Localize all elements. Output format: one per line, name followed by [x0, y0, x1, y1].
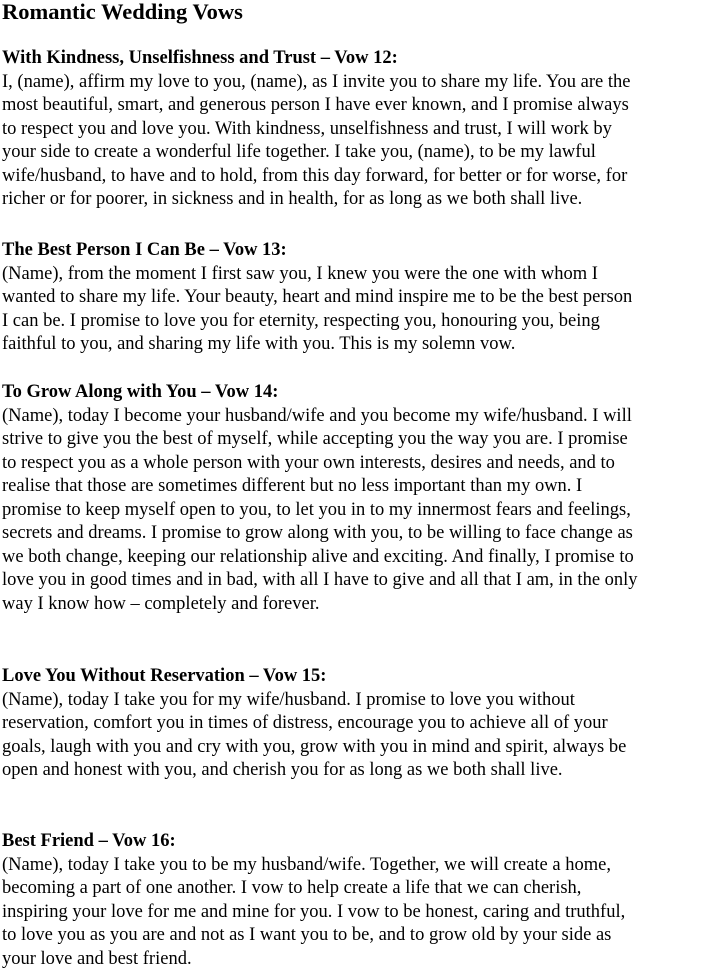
vow-14-line: way I know how – completely and forever.	[2, 593, 638, 617]
vow-16-section	[2, 830, 625, 971]
vow-16-line: to love you as you are and not as I want you to be, and to grow old by your side as	[2, 924, 625, 948]
vow-14-line: we both change, keeping our relationship alive and exciting. And finally, I promise to	[2, 546, 638, 570]
vow-15-section	[2, 665, 626, 783]
vow-14-line: love you in good times and in bad, with all I have to give and all that I am, in the only	[2, 569, 638, 593]
vow-14-line: realise that those are sometimes different but no less important than my own. I	[2, 475, 638, 499]
vow-16-line: your love and best friend.	[2, 948, 625, 971]
vow-15-line: (Name), today I take you for my wife/husband. I promise to love you without	[2, 689, 626, 713]
vow-13-section	[2, 239, 632, 357]
vow-12-line: most beautiful, smart, and generous person I have ever known, and I promise always	[2, 94, 631, 118]
vow-14-line: promise to keep myself open to you, to let you in to my innermost fears and feelings,	[2, 499, 638, 523]
vow-12-section	[2, 47, 631, 212]
vow-15-body	[2, 689, 626, 783]
vow-13-line: faithful to you, and sharing my life with you. This is my solemn vow.	[2, 333, 632, 357]
vow-13-line: (Name), from the moment I first saw you, I knew you were the one with whom I	[2, 263, 632, 287]
vow-13-body	[2, 263, 632, 357]
document-page	[2, 0, 708, 24]
vow-12-body	[2, 71, 631, 212]
document-title: Romantic Wedding Vows	[2, 0, 708, 24]
vow-12-line: I, (name), affirm my love to you, (name), as I invite you to share my life. You are the	[2, 71, 631, 95]
vow-16-line: (Name), today I take you to be my husband/wife. Together, we will create a home,	[2, 854, 625, 878]
vow-16-body	[2, 854, 625, 971]
vow-14-heading: To Grow Along with You – Vow 14:	[2, 381, 638, 405]
vow-15-line: open and honest with you, and cherish you for as long as we both shall live.	[2, 759, 626, 783]
vow-13-line: wanted to share my life. Your beauty, heart and mind inspire me to be the best person	[2, 286, 632, 310]
vow-13-heading: The Best Person I Can Be – Vow 13:	[2, 239, 632, 263]
vow-12-line: wife/husband, to have and to hold, from this day forward, for better or for worse, for	[2, 165, 631, 189]
vow-16-line: becoming a part of one another. I vow to help create a life that we can cherish,	[2, 877, 625, 901]
vow-14-body	[2, 405, 638, 617]
vow-14-line: (Name), today I become your husband/wife and you become my wife/husband. I will	[2, 405, 638, 429]
vow-15-heading: Love You Without Reservation – Vow 15:	[2, 665, 626, 689]
vow-15-line: reservation, comfort you in times of distress, encourage you to achieve all of your	[2, 712, 626, 736]
vow-14-line: strive to give you the best of myself, while accepting you the way you are. I promise	[2, 428, 638, 452]
vow-14-line: to respect you as a whole person with your own interests, desires and needs, and to	[2, 452, 638, 476]
vow-16-line: inspiring your love for me and mine for you. I vow to be honest, caring and truthful,	[2, 901, 625, 925]
vow-12-heading: With Kindness, Unselfishness and Trust – Vow 12:	[2, 47, 631, 71]
vow-16-heading: Best Friend – Vow 16:	[2, 830, 625, 854]
vow-14-section	[2, 381, 638, 616]
vow-13-line: I can be. I promise to love you for eternity, respecting you, honouring you, being	[2, 310, 632, 334]
vow-12-line: to respect you and love you. With kindness, unselfishness and trust, I will work by	[2, 118, 631, 142]
vow-12-line: richer or for poorer, in sickness and in health, for as long as we both shall live.	[2, 188, 631, 212]
vow-14-line: secrets and dreams. I promise to grow along with you, to be willing to face change as	[2, 522, 638, 546]
vow-15-line: goals, laugh with you and cry with you, grow with you in mind and spirit, always be	[2, 736, 626, 760]
vow-12-line: your side to create a wonderful life together. I take you, (name), to be my lawful	[2, 141, 631, 165]
